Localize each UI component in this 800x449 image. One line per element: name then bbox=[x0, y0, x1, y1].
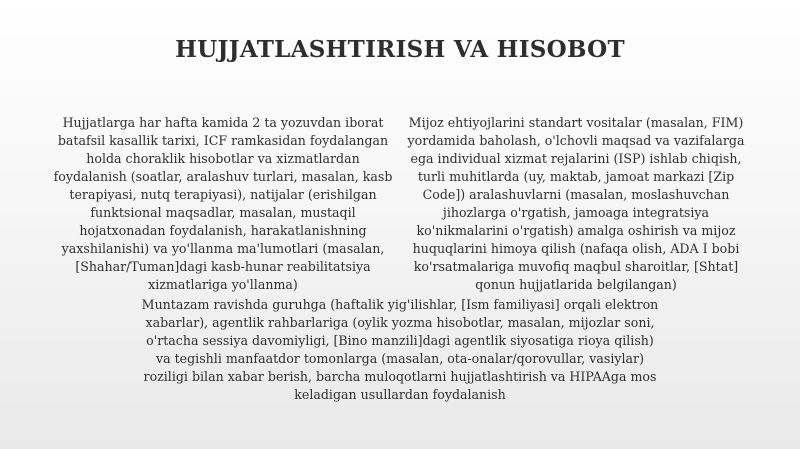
right-text-block: Mijoz ehtiyojlarini standart vositalar (masalan, FIM) yordamida baholash, o'lchovli maqsad va vazifalarga ega individual xizmat rejalarini (ISP) ishlab chiqish, turli muhitlarda (uy, maktab, jamoat markazi [Zip Code]) aralashuvlarni (masalan, moslashuvchan jihozlarga o'rgatish, jamoaga integratsiya ko'nikmalarini o'rgatish) amalga oshirish va mijoz huquqlarini himoya qilish (nafaqa olish, ADA I bobi ko'rsatmalariga muvofiq maqbul sharoitlar, [Shtat] qonun hujjatlarida belgilangan) bbox=[407, 115, 745, 292]
bottom-text-block: Muntazam ravishda guruhga (haftalik yig'ilishlar, [Ism familiyasi] orqali elektron xabarlar), agentlik rahbarlariga (oylik yozma hisobotlar, masalan, mijozlar soni, o'rtacha sessiya davomiyligi, [Bino manzili]dagi agentlik siyosatiga rioya qilish) va tegishli manfaatdor tomonlarga (masalan, ota-onalar/qorovullar, vasiylar) roziligi bilan xabar berish, barcha muloqotlarni hujjatlashtirish va HIPAAga mos keladigan usullardan foydalanish bbox=[141, 297, 659, 402]
left-text-block: Hujjatlarga har hafta kamida 2 ta yozuvdan iborat batafsil kasallik tarixi, ICF ramkasidan foydalangan holda choraklik hisobotlar va xizmatlardan foydalanish (soatlar, aralashuv turlari, masalan, kasb terapiyasi, nutq terapiyasi), natijalar (erishilgan funktsional maqsadlar, masalan, mustaqil hojatxonadan foydalanish, harakatlanishning yaxshilanishi) va yo'llanma ma'lumotlari (masalan, [Shahar/Tuman]dagi kasb-hunar reabilitatsiya xizmatlariga yo'llanma) bbox=[53, 115, 393, 292]
slide-title: HUJJATLASHTIRISH VA HISOBOT bbox=[175, 36, 625, 63]
